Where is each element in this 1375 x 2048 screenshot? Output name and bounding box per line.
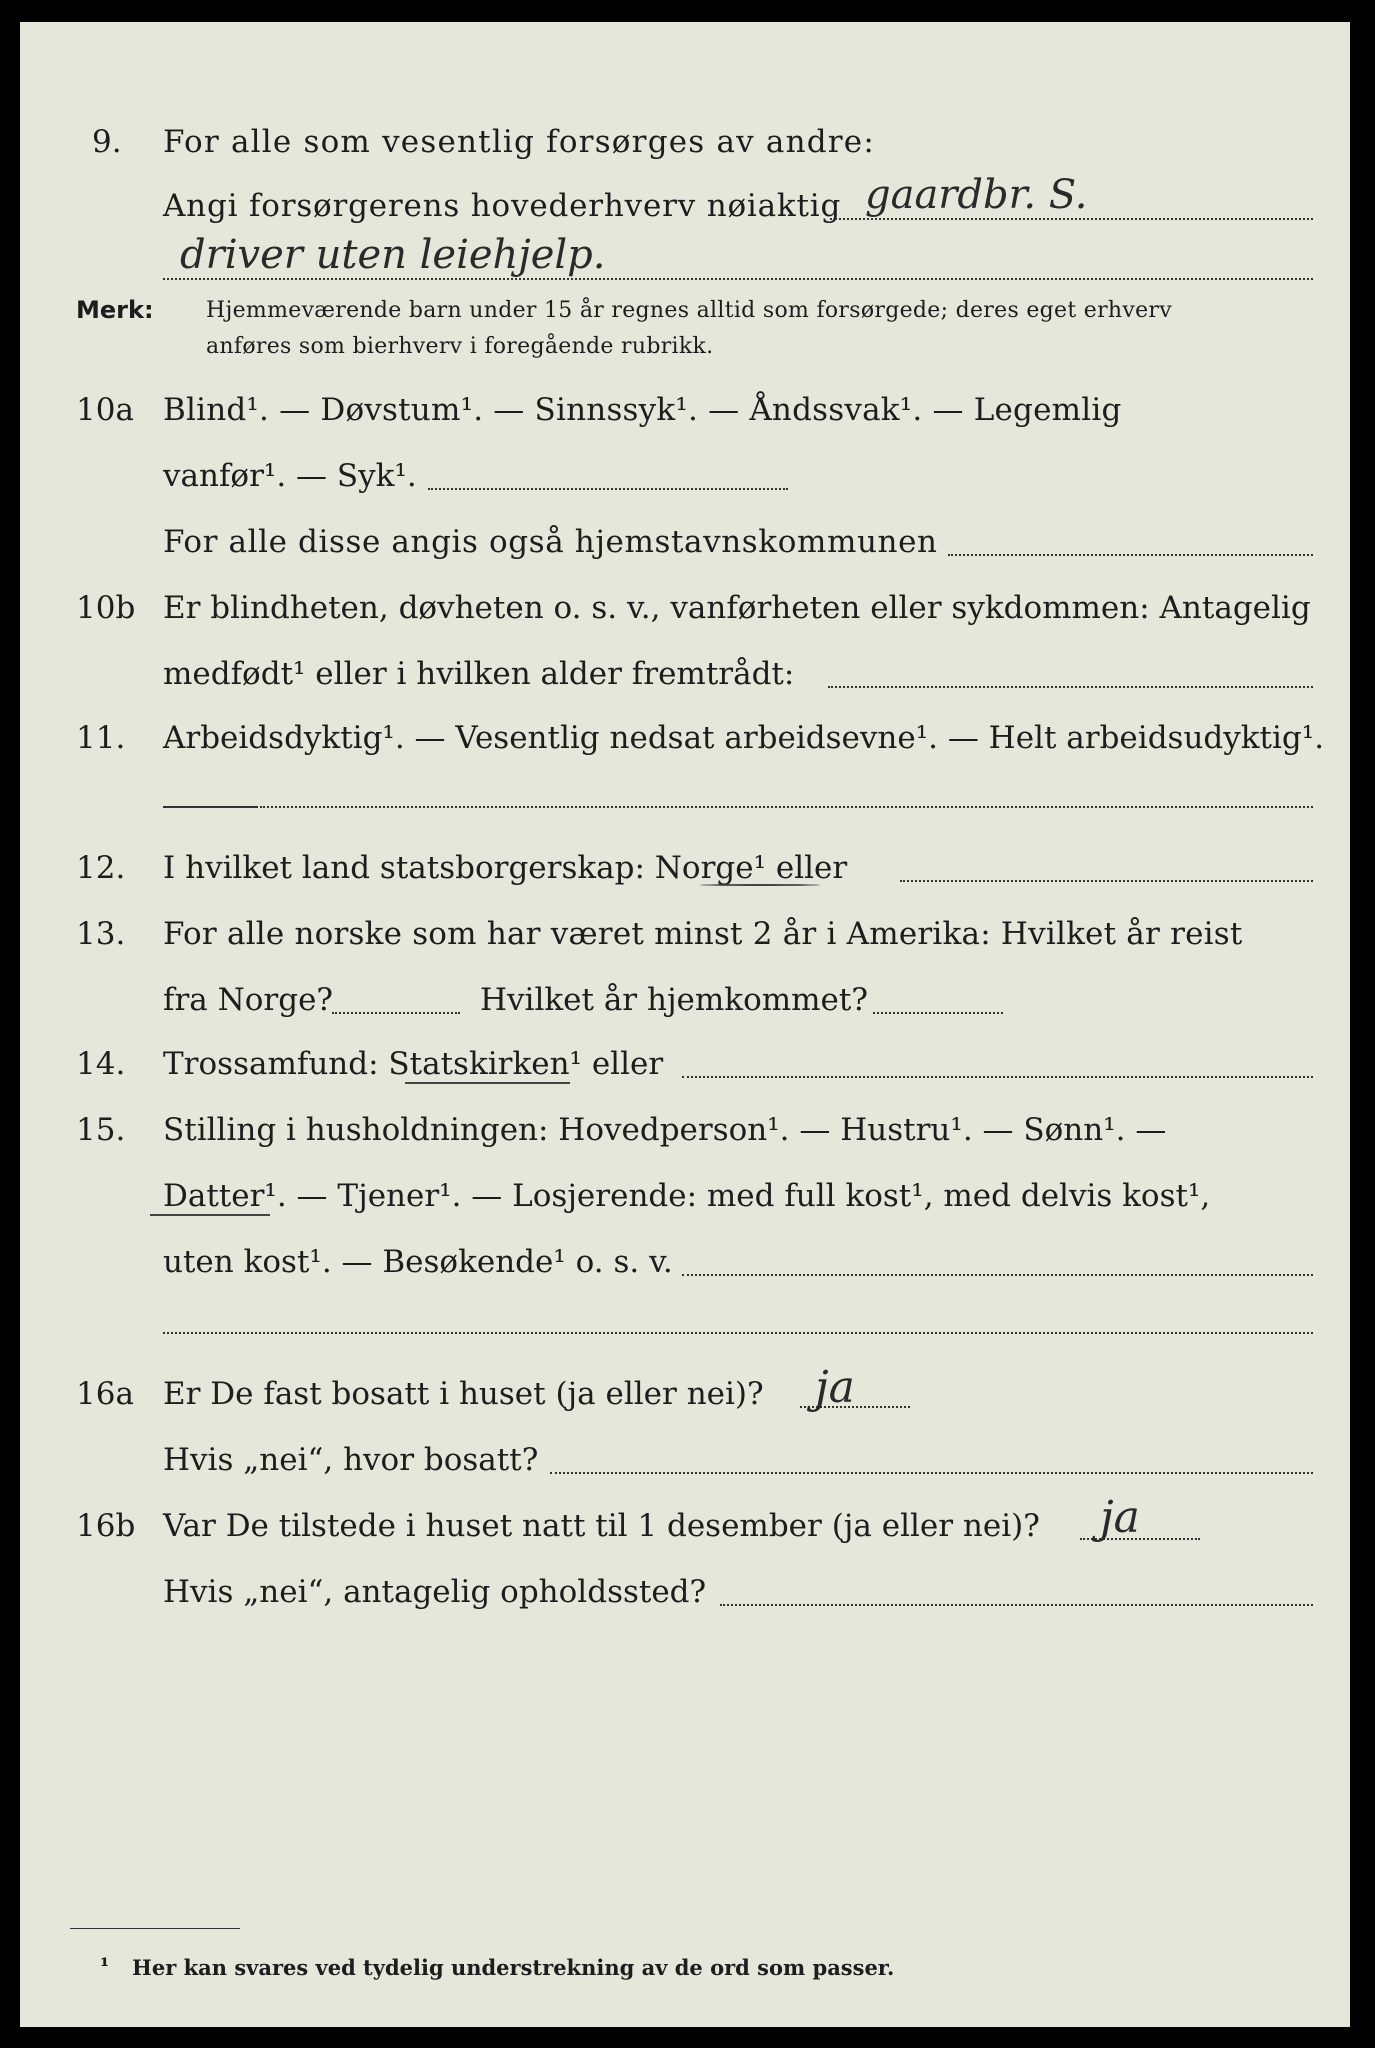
q13-line2: fra Norge?	[163, 982, 334, 1018]
footnote-rule	[70, 1928, 240, 1929]
q16a-line1: Er De fast bosatt i huset (ja eller nei)?	[163, 1376, 764, 1412]
q13-number: 13.	[76, 916, 126, 952]
q12-norge-underline	[700, 884, 820, 886]
q16b-number: 16b	[76, 1508, 136, 1544]
q10b-number: 10b	[76, 590, 136, 626]
q16b-answer-line	[1080, 1538, 1200, 1540]
q9-number: 9.	[92, 124, 122, 160]
q15-number: 15.	[76, 1112, 126, 1148]
q16b-line1: Var De tilstede i huset natt til 1 desember (ja eller nei)?	[163, 1508, 1040, 1544]
q9-handwritten-answer1: gaardbr. S.	[865, 172, 1088, 218]
census-form-page	[20, 22, 1350, 2027]
footnote-text: Her kan svares ved tydelig understrekning av de ord som passer.	[132, 1955, 895, 1980]
q11-line1: Arbeidsdyktig¹. — Vesentlig nedsat arbeidsevne¹. — Helt arbeidsudyktig¹.	[163, 720, 1325, 756]
q9-handwritten-answer2: driver uten leiehjelp.	[180, 232, 606, 278]
q16a-line2: Hvis „nei“, hvor bosatt?	[163, 1442, 539, 1478]
q16b-line2: Hvis „nei“, antagelig opholdssted?	[163, 1574, 707, 1610]
q10b-line1: Er blindheten, døvheten o. s. v., vanførheten eller sykdommen: Antagelig	[163, 590, 1311, 626]
q9-line2: Angi forsørgerens hovederhverv nøiaktig	[163, 188, 842, 224]
q16b-handwritten-answer: ja	[1100, 1492, 1140, 1543]
q16a-number: 16a	[76, 1376, 134, 1412]
merk-line2: anføres som bierhverv i foregående rubrikk.	[206, 334, 714, 359]
footnote-mark: ¹	[100, 1953, 110, 1978]
q14-number: 14.	[76, 1046, 126, 1082]
q10a-answer-line2	[948, 554, 1313, 556]
q9-answer-line1	[830, 218, 1313, 220]
q10a-number: 10a	[76, 392, 134, 428]
q14-answer-line	[682, 1076, 1313, 1078]
q15-line3: uten kost¹. — Besøkende¹ o. s. v.	[163, 1244, 673, 1280]
q10a-line2: vanfør¹. — Syk¹.	[163, 458, 417, 494]
q16b-answer-line2	[720, 1604, 1313, 1606]
q9-answer-line2	[163, 278, 1313, 280]
q10b-answer-line	[828, 686, 1313, 688]
q16a-answer-line2	[550, 1472, 1313, 1474]
q15-answer-line1	[682, 1274, 1313, 1276]
q15-datter-underline	[150, 1214, 270, 1216]
q9-line1: For alle som vesentlig forsørges av andre:	[163, 124, 875, 160]
q15-line1: Stilling i husholdningen: Hovedperson¹. — Hustru¹. — Sønn¹. —	[163, 1112, 1167, 1148]
merk-label: Merk:	[76, 296, 154, 324]
q13-answer-line2	[873, 1012, 1003, 1014]
q10b-line2: medfødt¹ eller i hvilken alder fremtrådt:	[163, 656, 795, 692]
q15-line2: Datter¹. — Tjener¹. — Losjerende: med full kost¹, med delvis kost¹,	[163, 1178, 1211, 1214]
q14-line1: Trossamfund: Statskirken¹ eller	[163, 1046, 664, 1082]
q11-number: 11.	[76, 720, 126, 756]
q16a-handwritten-answer: ja	[815, 1362, 855, 1413]
q12-answer-line	[900, 880, 1313, 882]
q10a-line3: For alle disse angis også hjemstavnskommunen	[163, 524, 938, 560]
q10a-answer-line1	[428, 488, 788, 490]
q11-answer-stroke	[163, 806, 258, 808]
q10a-line1: Blind¹. — Døvstum¹. — Sinnssyk¹. — Åndssvak¹. — Legemlig	[163, 392, 1122, 428]
q15-answer-line2	[163, 1332, 1313, 1334]
q13-line2b: Hvilket år hjemkommet?	[480, 982, 868, 1018]
q12-line1: I hvilket land statsborgerskap: Norge¹ eller	[163, 850, 848, 886]
q14-statskirken-underline	[405, 1082, 570, 1084]
merk-line1: Hjemmeværende barn under 15 år regnes alltid som forsørgede; deres eget erhverv	[206, 298, 1172, 323]
q11-answer-line	[260, 806, 1313, 808]
q12-number: 12.	[76, 850, 126, 886]
q13-line1: For alle norske som har været minst 2 år i Amerika: Hvilket år reist	[163, 916, 1243, 952]
q13-answer-line1	[332, 1012, 460, 1014]
